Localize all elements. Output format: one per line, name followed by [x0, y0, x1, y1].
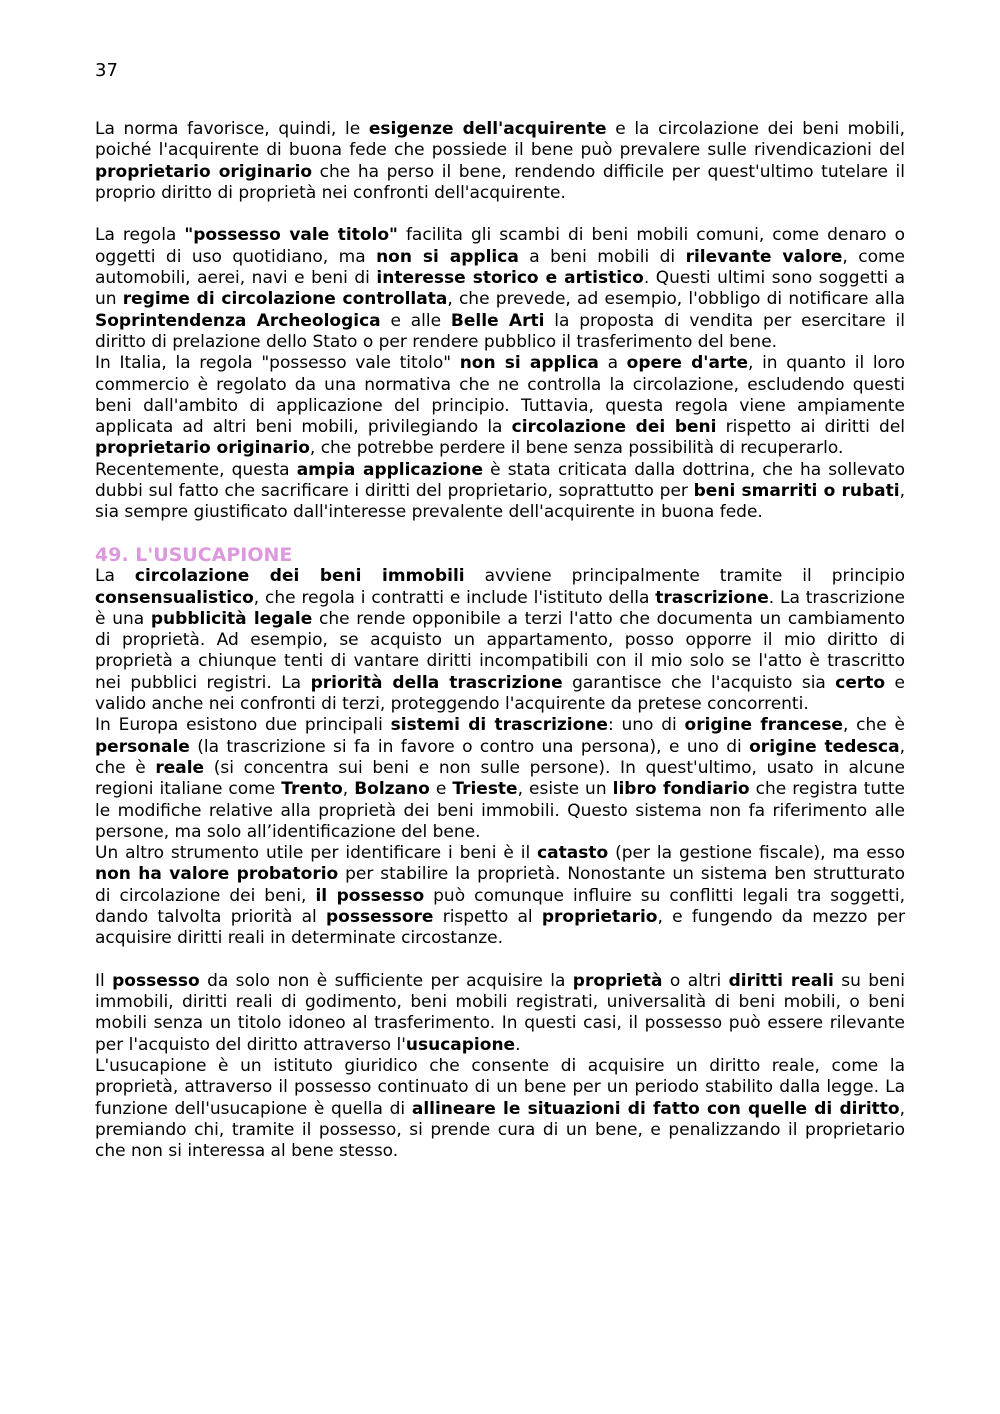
bold-term: proprietario: [541, 906, 658, 927]
document-body: [95, 119, 905, 1163]
text-run: L'usucapione è un istituto giuridico che consente di acquisire un diritto reale, come la proprietà, attraverso il possesso continuato di un bene per un periodo stabilito dalla legge. La funzione dell'usucapione è quella di: [95, 1056, 905, 1119]
bold-term: origine francese: [684, 715, 843, 736]
text-run: . La trascrizione è una: [95, 587, 905, 629]
text-run: La: [95, 566, 135, 587]
paragraph-p1: [95, 119, 905, 204]
text-run: , esiste un: [517, 779, 613, 800]
section-heading: [95, 545, 905, 566]
text-run: Un altro strumento utile per identificare i beni è il: [95, 843, 538, 864]
text-run: rispetto al: [433, 906, 542, 927]
text-run: per stabilire la proprietà. Nonostante un sistema ben strutturato di circolazione dei beni,: [95, 864, 905, 906]
bold-term: pubblicità legale: [150, 608, 313, 629]
bold-term: usucapione: [405, 1034, 516, 1055]
text-run: e alle: [380, 310, 451, 331]
bold-term: priorità della trascrizione: [310, 672, 563, 693]
text-run: In Europa esistono due principali: [95, 715, 391, 736]
text-run: facilita gli scambi di beni mobili comuni, come denaro o oggetti di uso quotidiano, ma: [95, 225, 905, 267]
text-run: La norma favorisce, quindi, le: [95, 119, 369, 139]
text-run: Recentemente, questa: [95, 459, 297, 480]
bold-term: certo: [835, 672, 886, 693]
bold-term: Bolzano: [354, 779, 430, 800]
text-run: da solo non è sufficiente per acquisire la: [199, 970, 573, 991]
paragraph-p2: [95, 225, 905, 353]
text-run: In Italia, la regola "possesso vale titolo": [95, 353, 460, 374]
bold-term: proprietà: [572, 970, 663, 991]
text-run: , sia sempre giustificato dall'interesse prevalente dell'acquirente in buona fede.: [95, 481, 905, 523]
text-run: che rende opponibile a terzi l'atto che documenta un cambiamento di proprietà. Ad esempio, se acquisto un appartamento, posso opporre il mio diritto di proprietà a chiunque tenti di vantare diritti incompatibili con il mio solo se l'atto è trascritto nei pubblici registri. La: [95, 608, 905, 693]
paragraph-p9: [95, 1056, 905, 1162]
bold-term: reale: [155, 757, 205, 778]
bold-term: ampia applicazione: [296, 459, 484, 480]
text-run: Il: [95, 970, 113, 991]
bold-term: Trieste: [452, 779, 518, 800]
text-run: 49. L'USUCAPIONE: [95, 543, 293, 566]
text-run: , che è: [95, 736, 905, 778]
paragraph-p3: [95, 353, 905, 459]
bold-term: regime di circolazione controllata: [122, 289, 448, 310]
bold-term: non si applica: [376, 246, 519, 267]
paragraph-p8: [95, 971, 905, 1056]
text-run: e valido anche nei confronti di terzi, proteggendo l'acquirente da pretese concorrenti.: [95, 672, 906, 715]
bold-term: proprietario originario: [95, 161, 313, 182]
text-run: e: [429, 779, 453, 800]
paragraph-p6: [95, 715, 905, 843]
text-run: La regola: [95, 225, 185, 246]
bold-term: non ha valore probatorio: [95, 864, 339, 885]
text-run: può comunque influire su conflitti legali tra soggetti, dando talvolta priorità al: [95, 885, 905, 927]
text-run: , come automobili, aerei, navi e beni di: [95, 246, 906, 289]
text-run: o altri: [662, 970, 729, 991]
text-run: , che potrebbe perdere il bene senza possibilità di recuperarlo.: [309, 438, 844, 459]
text-run: a beni mobili di: [518, 246, 686, 267]
bold-term: esigenze dell'acquirente: [368, 119, 607, 139]
text-run: la proposta di vendita per esercitare il diritto di prelazione dello Stato o per rendere pubblico il trasferimento del bene.: [95, 310, 905, 352]
text-run: (la trascrizione si fa in favore o contro una persona), e uno di: [189, 736, 750, 757]
paragraph-p4: [95, 460, 905, 524]
bold-term: beni smarriti o rubati: [693, 481, 900, 502]
bold-term: non si applica: [459, 353, 599, 374]
bold-term: trascrizione: [655, 587, 769, 608]
text-run: .: [515, 1034, 521, 1055]
text-run: che ha perso il bene, rendendo difficile per quest'ultimo tutelare il proprio diritto di proprietà nei confronti dell'acquirente.: [95, 161, 905, 203]
bold-term: origine tedesca: [749, 736, 900, 757]
text-run: è stata criticata dalla dottrina, che ha sollevato dubbi sul fatto che sacrificare i diritti del proprietario, soprattutto per: [95, 459, 906, 502]
bold-term: catasto: [537, 843, 609, 864]
bold-term: possessore: [326, 906, 434, 927]
text-run: , che regola i contratti e include l'istituto della: [253, 587, 656, 608]
text-run: che registra tutte le modifiche relative alla proprietà dei beni immobili. Questo sistema non fa riferimento alle persone, ma solo all’identificazione del bene.: [95, 779, 905, 842]
bold-term: proprietario originario: [95, 438, 310, 459]
bold-term: interesse storico e artistico: [376, 268, 644, 289]
text-run: , che è: [842, 715, 905, 736]
bold-term: il possesso: [315, 885, 425, 906]
bold-term: personale: [95, 736, 190, 757]
text-run: a: [598, 353, 627, 374]
bold-term: allineare le situazioni di fatto con quelle di diritto: [411, 1098, 900, 1119]
bold-term: rilevante valore: [685, 246, 843, 267]
paragraph-p7: [95, 843, 905, 949]
bold-term: Trento: [281, 779, 343, 800]
bold-term: Soprintendenza Archeologica: [95, 310, 381, 331]
paragraph-p5: [95, 566, 905, 715]
text-run: ,: [342, 779, 355, 800]
bold-term: Belle Arti: [450, 310, 545, 331]
text-run: . Questi ultimi sono soggetti a un: [95, 268, 906, 310]
bold-term: "possesso vale titolo": [184, 225, 398, 246]
text-run: , e fungendo da mezzo per acquisire diritti reali in determinate circostanze.: [95, 906, 905, 949]
text-run: , premiando chi, tramite il possesso, si prende cura di un bene, e penalizzando il proprietario che non si interessa al bene stesso.: [95, 1098, 905, 1162]
text-run: rispetto ai diritti del: [716, 417, 906, 438]
text-run: , che prevede, ad esempio, l'obbligo di notificare alla: [447, 289, 905, 310]
bold-term: circolazione dei beni: [511, 417, 717, 438]
bold-term: diritti reali: [728, 970, 834, 991]
text-run: avviene principalmente tramite il principio: [464, 566, 906, 587]
text-run: (si concentra sui beni e non sulle persone). In quest'ultimo, usato in alcune regioni italiane come: [95, 757, 905, 800]
text-run: , in quanto il loro commercio è regolato da una normativa che ne controlla la circolazione, escludendo questi beni dall'ambito di applicazione del principio. Tuttavia, questa regola viene ampiamente applicata ad altri beni mobili, privilegiando la: [95, 353, 905, 438]
text-run: : uno di: [607, 715, 685, 736]
bold-term: circolazione dei beni immobili: [134, 566, 465, 587]
page-number: 37: [95, 60, 118, 81]
bold-term: consensualistico: [95, 587, 254, 608]
bold-term: opere d'arte: [626, 353, 749, 374]
text-run: e la circolazione dei beni mobili, poiché l'acquirente di buona fede che possiede il bene può prevalere sulle rivendicazioni del: [95, 119, 905, 161]
bold-term: sistemi di trascrizione: [390, 715, 608, 736]
text-run: garantisce che l'acquisto sia: [562, 672, 836, 693]
text-run: su beni immobili, diritti reali di godimento, beni mobili registrati, universalità di beni mobili, o beni mobili senza un titolo idoneo al trasferimento. In questi casi, il possesso può essere rilevante per l'acquisto del diritto attraverso l': [95, 970, 906, 1055]
bold-term: libro fondiario: [612, 779, 750, 800]
bold-term: possesso: [112, 970, 200, 991]
text-run: (per la gestione fiscale), ma esso: [608, 843, 905, 864]
